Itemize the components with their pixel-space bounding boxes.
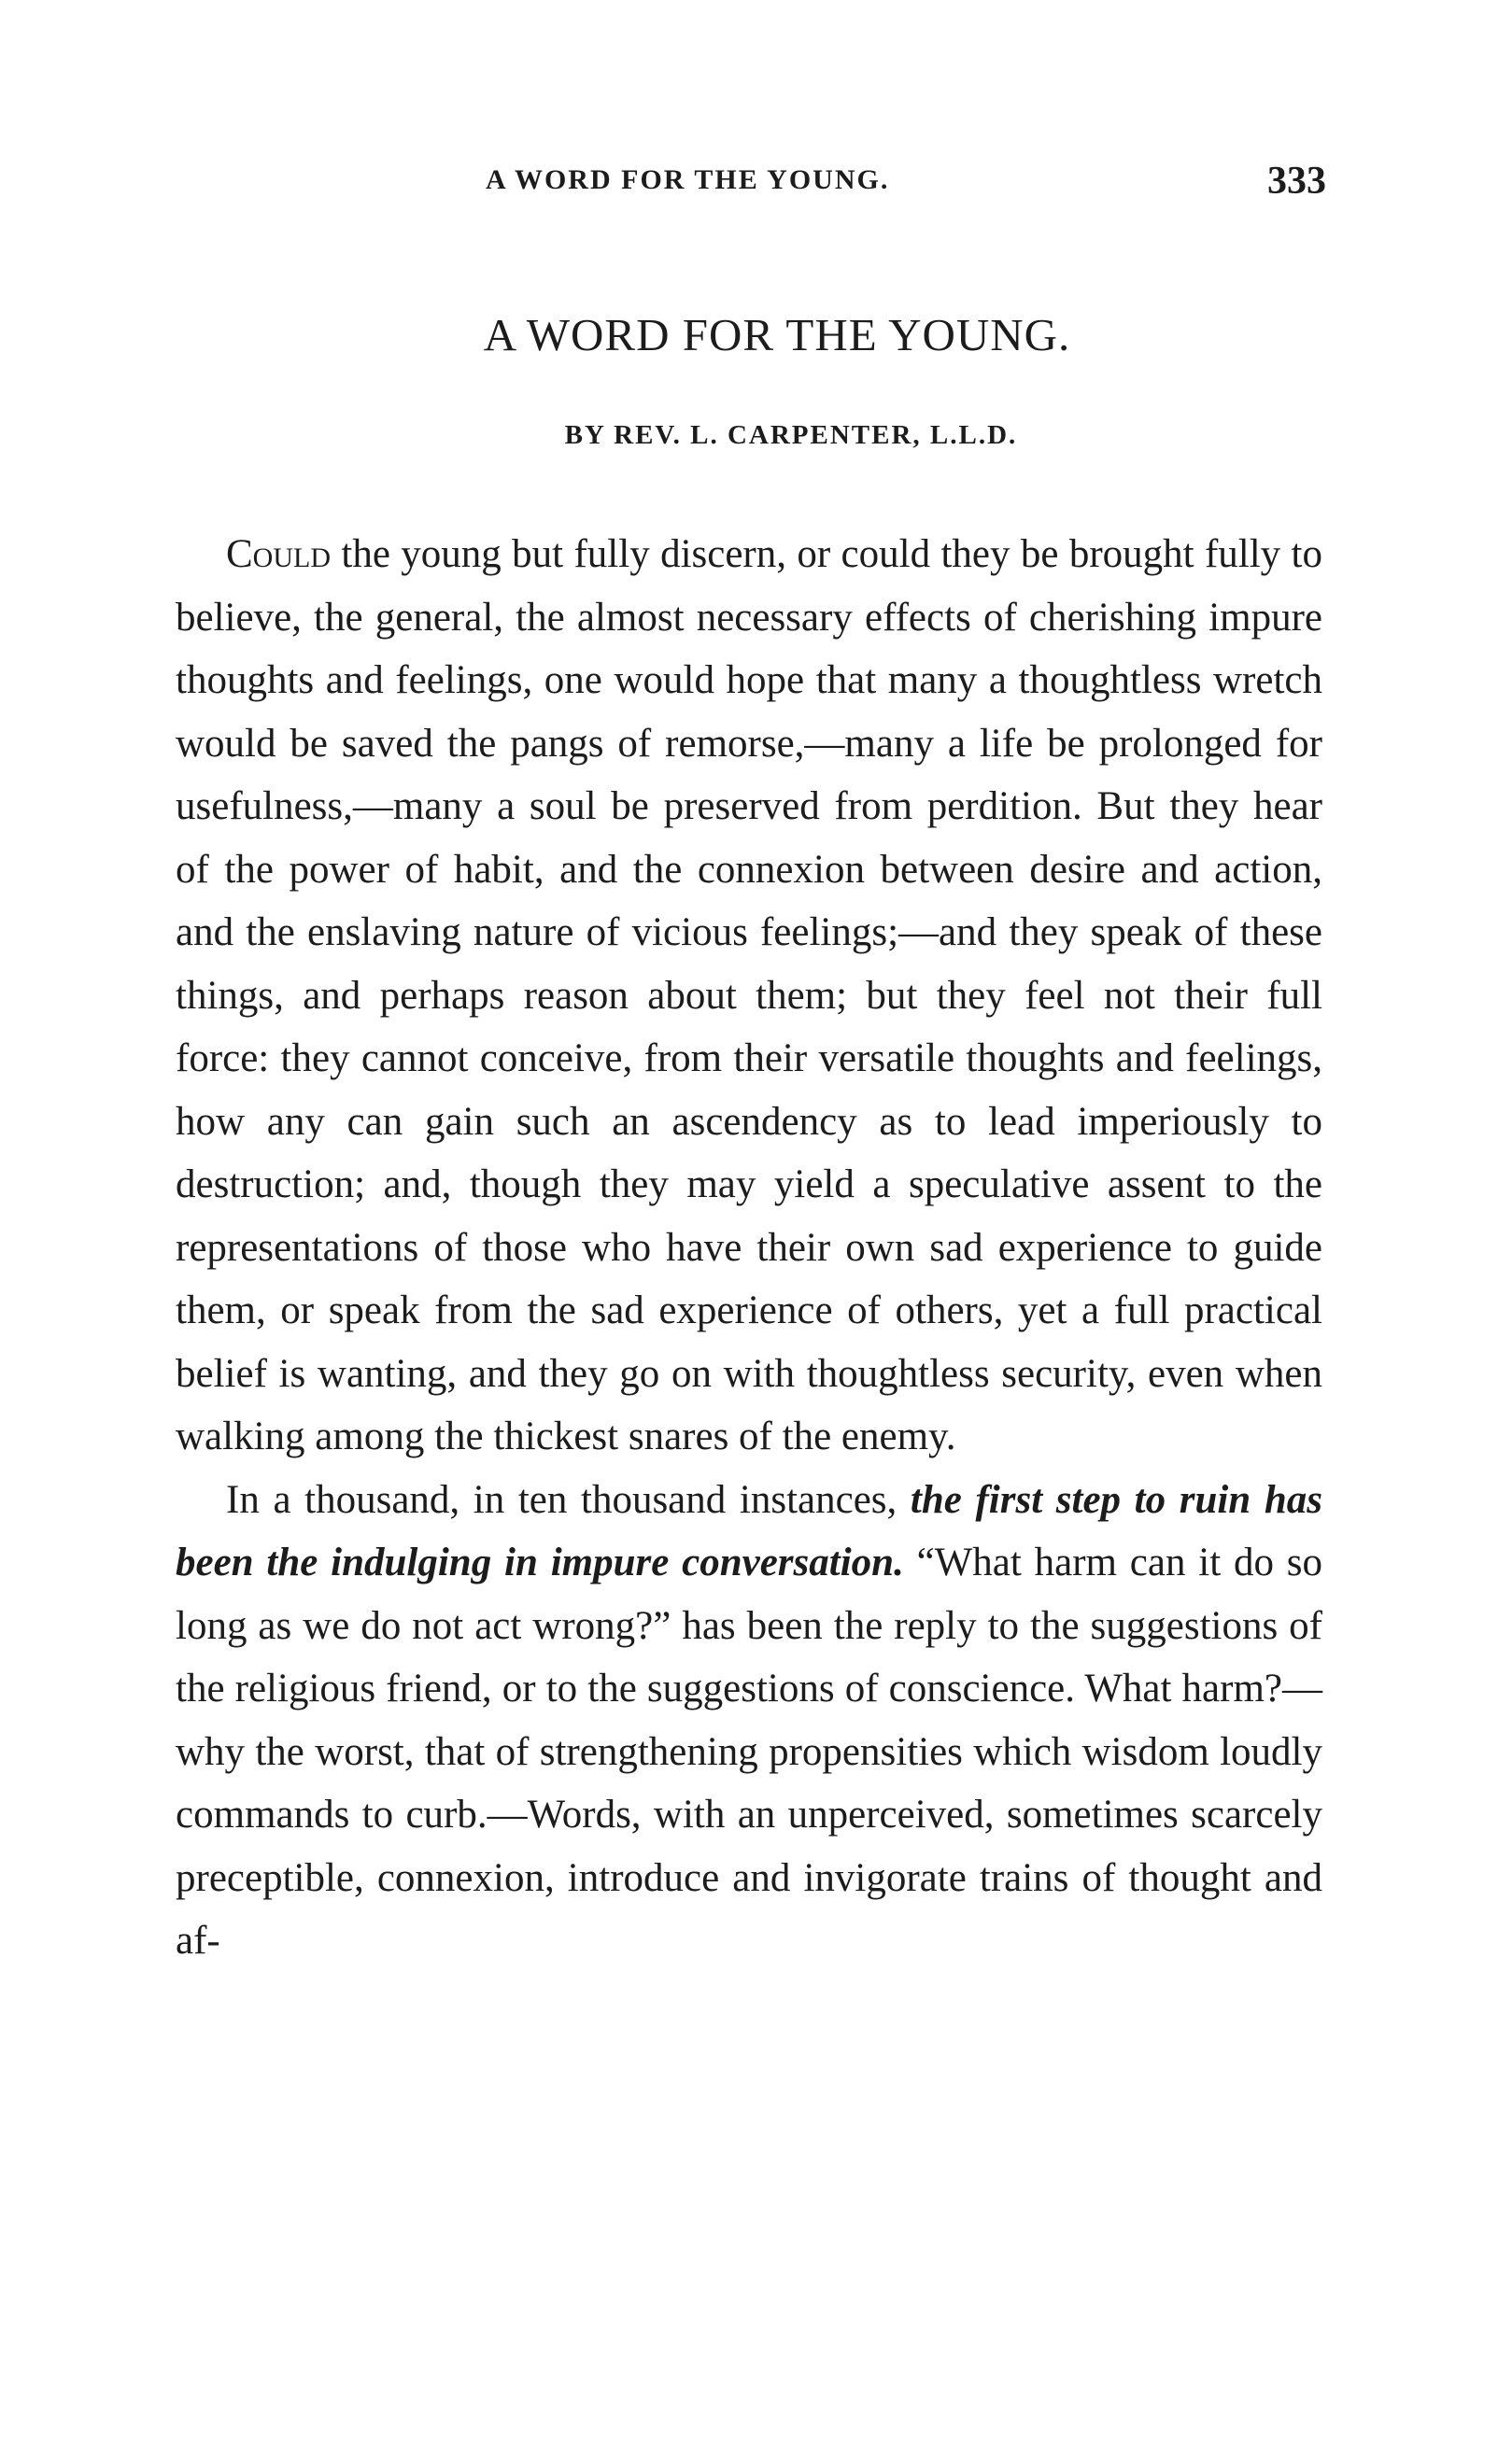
paragraph-2 xyxy=(176,1469,1322,1973)
byline: BY REV. L. CARPENTER, L.L.D. xyxy=(564,420,1018,450)
page-number: 333 xyxy=(1267,160,1326,203)
article-title: A WORD FOR THE YOUNG. xyxy=(483,309,1071,360)
running-title: A WORD FOR THE YOUNG. xyxy=(486,164,890,195)
running-head xyxy=(177,159,1326,205)
paragraph-2-emphasis: the first step to ruin has been the indulging in impure conversation. xyxy=(176,1477,1322,1584)
paragraph-2-before: In a thousand, in ten thousand instances, xyxy=(226,1477,911,1522)
paragraph-2-after: “What harm can it do so long as we do not act wrong?” has been the reply to the suggestions of the religious friend, or to the suggestions of conscience. What harm?—why the worst, that of strengthening propensities which wisdom loudly commands to curb.—Words, with an unperceived, sometimes scarcely preceptible, connexion, introduce and invigorate trains of thought and af- xyxy=(176,1541,1322,1963)
paragraph-1 xyxy=(176,523,1322,1469)
article-body xyxy=(176,523,1322,1973)
paragraph-1-text: the young but fully discern, or could they be brought fully to believe, the general, the almost necessary effects of cherishing impure thoughts and feelings, one would hope that many a thoughtless wretch would be saved the pangs of remorse,—many a life be prolonged for usefulness,—many a soul be preserved from perdition. But they hear of the power of habit, and the connexion between desire and action, and the enslaving nature of vicious feelings;—and they speak of these things, and perhaps reason about them; but they feel not their full force: they cannot conceive, from their versatile thoughts and feelings, how any can gain such an ascendency as to lead imperiously to destruction; and, though they may yield a speculative assent to the representations of those who have their own sad experience to guide them, or speak from the sad experience of others, yet a full practical belief is wanting, and they go on with thoughtless security, even when walking among the thickest snares of the enemy. xyxy=(176,532,1322,1458)
paragraph-lead-word: Could xyxy=(226,532,332,576)
